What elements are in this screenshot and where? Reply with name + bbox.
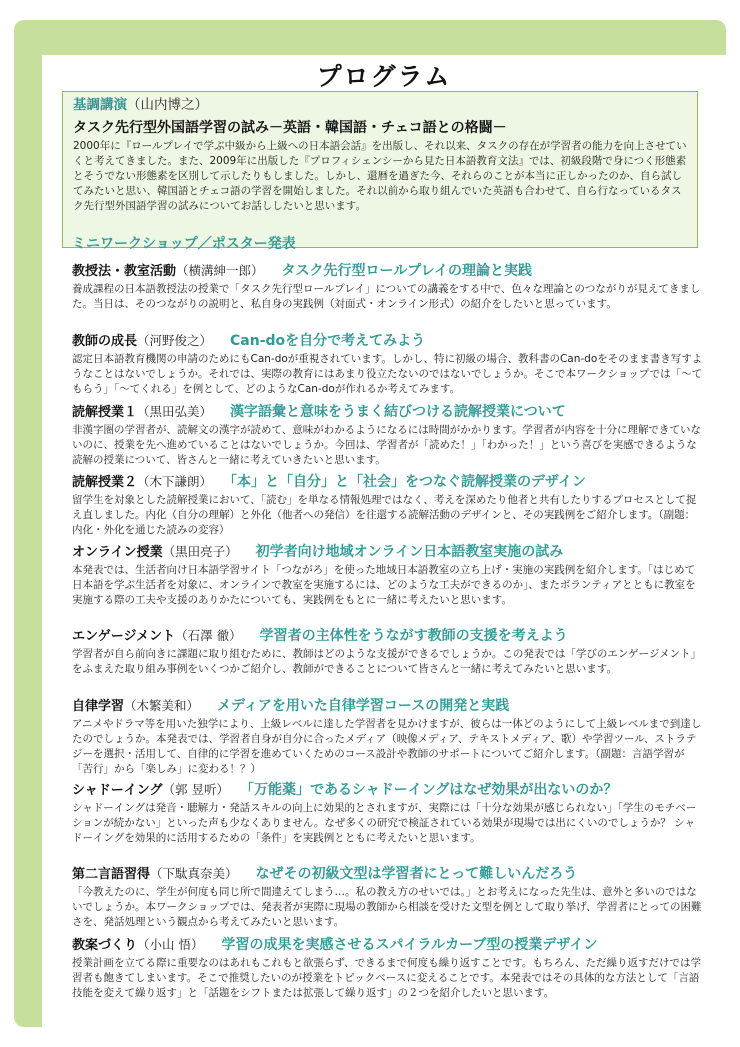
workshop-title: Can-doを自分で考えてみよう: [230, 333, 426, 349]
workshop-title: なぜその初級文型は学習者にとって難しいんだろう: [255, 866, 578, 882]
workshop-speaker: （黒田亮子）: [162, 544, 238, 559]
workshop-speaker: （下駄真奈美）: [150, 866, 238, 881]
workshop-title: タスク先行型ロールプレイの理論と実践: [281, 263, 532, 279]
workshop-category: 教師の成長: [72, 334, 138, 349]
workshop-item: [72, 694, 704, 777]
workshop-title: 「本」と「自分」と「社会」をつなぐ読解授業のデザイン: [230, 474, 587, 490]
workshop-description: 認定日本語教育機関の申請のためにもCan-doが重視されています。しかし、特に初級の場合、教科書のCan-doをそのまま書き写すようなことはないでしょうか。それでは、実際の教育にはあまり役立たないのではないでしょうか。そこで本ワークショップでは「～てもらう」「～てくれる」を例として、どのようなCan-doが作れるか考えてみます。: [72, 353, 703, 395]
workshop-category: エンゲージメント: [72, 629, 176, 644]
keynote-box: [62, 91, 698, 248]
page-frame: [14, 20, 726, 1027]
workshop-description: 養成課程の日本語教授法の授業で「タスク先行型ロールプレイ」についての講義をする中で、色々な理論とのつながりが見えてきました。当日は、そのつながりの説明と、私自身の実践例（対面式・オンライン形式）の紹介をしたいと思っています。: [72, 283, 701, 310]
workshop-item: [72, 400, 704, 468]
workshop-category: 教案づくり: [72, 938, 138, 953]
workshop-category: 読解授業１: [72, 405, 138, 420]
workshop-category: 第二言語習得: [72, 867, 151, 882]
keynote-body: 2000年に『ロールプレイで学ぶ中級から上級への日本語会話』を出版し、それ以来、タスクの存在が学習者の能力を向上させていくと考えてきました。また、2009年に出版した『プロフィシェンシーから見た日本語教育文法』では、初級段階で身につく形態素とそうでない形態素を区別して示したりもしました。しかし、還暦を過ぎた今、それらのことが本当に正しかったのか、自ら試してみたいと思い、韓国語とチェコ語の学習を開始しました。それ以前から取り組んでいた英語も合わせて、自ら行なっているタスク先行型外国語学習の試みについてお話ししたいと思います。: [73, 140, 687, 212]
page-title: プログラム: [316, 62, 452, 91]
workshop-speaker: （郭 昱听）: [162, 782, 229, 797]
workshop-category: 自律学習: [72, 699, 125, 714]
workshop-category: 教授法・教室活動: [72, 264, 177, 279]
workshop-description: 学習者が自ら前向きに課題に取り組むために、教師はどのような支援ができるでしょうか。この発表では「学びのエンゲージメント」をふまえた取り組み事例をいくつかご紹介し、教師ができることについて皆さんと一緒に考えてみたいと思います。: [72, 648, 702, 675]
workshop-title: メディアを用いた自律学習コースの開発と実践: [217, 698, 510, 714]
workshop-item: [72, 862, 704, 930]
workshop-speaker: （小山 悟）: [137, 937, 204, 952]
workshop-description: アニメやドラマ等を用いた独学により、上級レベルに達した学習者を見かけますが、彼らは一体どのようにして上級レベルまで到達したのでしょうか。本発表では、学習者自身が自分に合ったメディア（映像メディア、テキストメディア、歌）や学習ツール、ストラテジーを選択・活用して、自律的に学習を進めていくためのコース設計や教師のサポートについてご紹介します。（副題：言語学習が「苦行」から「楽しみ」に変わる！？）: [72, 718, 702, 775]
keynote-label: 基調講演: [73, 97, 127, 113]
workshop-category: 読解授業２: [72, 475, 138, 490]
workshop-title: 初学者向け地域オンライン日本語教室実施の試み: [255, 544, 564, 560]
section-title: ミニワークショップ／ポスター発表: [72, 236, 296, 252]
workshop-description: 「今教えたのに、学生が何度も同じ所で間違えてしまう…。私の教え方のせいでは。」とお考えになった先生は、意外と多いのではないでしょうか。本ワークショップでは、発表者が実際に現場の教師から相談を受けた文型を例として取り挙げ、学習者にとっての困難さを、発話処理という観点から考えてみたいと思います。: [72, 886, 702, 928]
workshop-item: [72, 778, 704, 846]
keynote-title: タスク先行型外国語学習の試み－英語・韓国語・チェコ語との格闘－: [73, 120, 507, 136]
workshop-description: 授業計画を立てる際に重要なのはあれもこれもと欲張らず、できるまで何度も繰り返すことです。もちろん、ただ繰り返すだけでは学習者も飽きてしまいます。そこで推奨したいのが授業をトピックベースに変えることです。本発表ではその具体的な方法として「言語技能を変えて繰り返す」と「話題をシフトまたは拡張して繰り返す」の２つを紹介したいと思います。: [72, 957, 701, 999]
keynote-heading: [73, 96, 687, 115]
workshop-item: [72, 470, 704, 538]
workshop-item: [72, 624, 704, 677]
workshop-description: 留学生を対象とした読解授業において、「読む」を単なる情報処理ではなく、考えを深めたり他者と共有したりするプロセスとして捉え直しました。内化（自分の理解）と外化（他者への発信）を往還する読解活動のデザインと、その実践例をご紹介します。（副題：内化・外化を通じた読みの変容）: [72, 494, 697, 536]
workshop-item: [72, 540, 704, 608]
workshop-speaker: （黒田弘美）: [137, 404, 213, 419]
workshop-item: [72, 933, 704, 1001]
workshop-description: シャドーイングは発音・聴解力・発話スキルの向上に効果的とされますが、実際には「十分な効果が感じられない」「学生のモチベーションが続かない」といった声も少なくありません。なぜ多くの研究で検証されている効果が現場では出にくいのでしょうか？ シャドーイングを効果的に活用するための「条件」を実践例とともに考えたいと思います。: [72, 802, 697, 844]
workshop-item: [72, 329, 704, 397]
workshop-speaker: （木下謙朗）: [137, 474, 213, 489]
workshop-speaker: （河野俊之）: [137, 333, 213, 348]
keynote-speaker: （山内博之）: [127, 97, 208, 113]
workshop-category: シャドーイング: [72, 783, 163, 798]
workshop-speaker: （横溝紳一郎）: [176, 263, 264, 278]
workshop-title: 学習の成果を実感させるスパイラルカーブ型の授業デザイン: [221, 937, 598, 953]
workshop-item: [72, 259, 704, 312]
workshop-title: 漢字語彙と意味をうまく結びつける読解授業について: [230, 404, 566, 420]
workshop-category: オンライン授業: [72, 545, 163, 560]
workshop-title: 「万能薬」であるシャドーイングはなぜ効果が出ないのか？: [246, 782, 618, 798]
workshop-description: 本発表では、生活者向け日本語学習サイト「つながろ」を使った地域日本語教室の立ち上げ・実施の実践例を紹介します。「はじめて日本語を学ぶ生活者を対象に、オンラインで教室を実施するには、どのような工夫ができるのか」、またボランティアとともに教室を実施する際の工夫や支援のありかたについても、実践例をもとに一緒に考えたいと思います。: [72, 564, 696, 606]
workshop-description: 非漢字圏の学習者が、読解文の漢字が読めて、意味がわかるようになるには時間がかかります。学習者が内容を十分に理解できていないのに、授業を先へ進めていることはないでしょうか。今回は、学習者が「読めた！」「わかった！」という喜びを実感できるような読解の授業について、皆さんと一緒に考えていきたいと思います。: [72, 424, 701, 466]
workshop-speaker: （木繁美和）: [124, 698, 200, 713]
content-panel: [42, 55, 726, 1033]
workshop-speaker: （石澤 徹）: [175, 628, 242, 643]
workshop-title: 学習者の主体性をうながす教師の支援を考えよう: [259, 628, 568, 644]
